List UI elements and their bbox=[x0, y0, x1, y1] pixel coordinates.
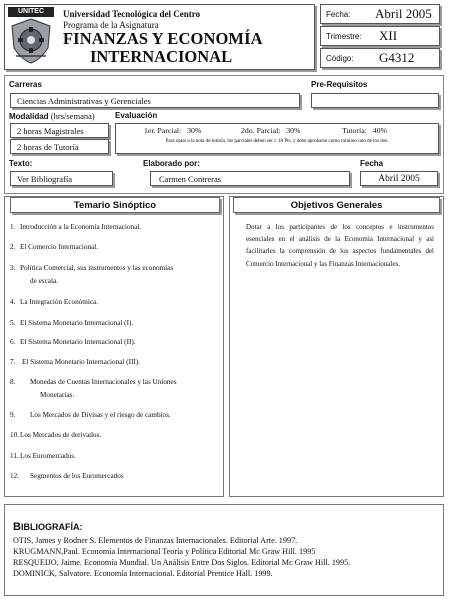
modalidad-label-text: Modalidad bbox=[9, 112, 49, 121]
bibliografia-entry: OTIS, James y Rodner S. Elementos de Finanzas Internacionales. Editorial Arte. 1997. bbox=[13, 536, 298, 545]
modalidad-unit: (hrs/semana) bbox=[50, 111, 95, 121]
temario-item-text: Introducción a la Economía Internacional. bbox=[20, 223, 142, 231]
temario-item-number: 4. bbox=[10, 298, 16, 306]
subject-title-1: FINANZAS Y ECONOMÍA bbox=[63, 29, 263, 48]
prerequisitos-field bbox=[311, 93, 439, 108]
temario-item-text: Política Comercial, sus instrumentos y las economías bbox=[20, 264, 174, 272]
bibliografia-entry: RESQUEIJO, Jaime. Economía Mundial. Un Análisis Entre Dos Siglos. Editorial Mc Graw Hill. 1995. bbox=[13, 558, 351, 567]
bibliografia-list bbox=[13, 535, 439, 579]
eval-tutoria: Tutoría: 40% bbox=[342, 126, 387, 135]
bibliografia-entry: KRUGMANN,Paul. Economía Internacional Teoría y Política Editorial Mc Graw Hill. 1995 bbox=[13, 547, 316, 556]
codigo-label: Código: bbox=[326, 54, 354, 63]
bibliografia-panel bbox=[4, 504, 444, 596]
evaluacion-box bbox=[115, 123, 439, 154]
temario-item-number: 9. bbox=[10, 411, 16, 419]
temario-item-text: El Comercio Internacional. bbox=[20, 243, 99, 251]
fecha2-label: Fecha bbox=[360, 159, 384, 168]
temario-item-number: 12. bbox=[10, 472, 19, 480]
subject-title-2: INTERNACIONAL bbox=[90, 47, 233, 66]
temario-item-text: Los Mercados de derivados. bbox=[20, 431, 102, 439]
temario-item-text-cont: de escala. bbox=[30, 277, 58, 285]
logo-emblem-icon bbox=[10, 18, 52, 64]
bibliografia-title-first: B bbox=[13, 521, 21, 533]
codigo-value: G4312 bbox=[379, 50, 415, 65]
objetivos-title: Objetivos Generales bbox=[233, 197, 440, 213]
texto-label: Texto: bbox=[9, 159, 33, 168]
trimestre-box bbox=[320, 26, 440, 46]
logo-text: UNITEC bbox=[8, 7, 54, 17]
codigo-box bbox=[320, 48, 440, 68]
temario-item-number: 7. bbox=[10, 358, 16, 366]
temario-item bbox=[10, 263, 220, 287]
temario-item-text: La Integración Económica. bbox=[20, 298, 99, 306]
temario-item-number: 3. bbox=[10, 264, 16, 272]
bibliografia-title bbox=[13, 517, 82, 535]
texto-field: Ver Bibliografía bbox=[10, 171, 113, 186]
bibliografia-entry: DOMINICK, Salvatore. Economía Internacional. Editorial Prentice Hall. 1999. bbox=[13, 569, 273, 578]
temario-item bbox=[10, 318, 220, 330]
temario-item-text: Segmentos de los Euromercados bbox=[30, 472, 124, 480]
fecha-box bbox=[320, 4, 440, 24]
temario-item-number: 1. bbox=[10, 223, 16, 231]
modalidad-field-1: 2 horas Magistrales bbox=[10, 123, 109, 138]
temario-item-text: Los Mercados de Divisas y el riesgo de cambios. bbox=[30, 411, 171, 419]
temario-item bbox=[10, 357, 220, 369]
temario-item bbox=[10, 430, 220, 442]
temario-item bbox=[10, 410, 220, 422]
header-box bbox=[4, 4, 315, 70]
eval-parcial-1: 1er. Parcial: 30% bbox=[144, 126, 202, 135]
temario-item-text: Monedas de Cuentas Internacionales y las Uniones bbox=[30, 378, 177, 386]
temario-item bbox=[10, 222, 220, 234]
fecha2-field: Abril 2005 bbox=[360, 171, 438, 186]
elaborado-field: Carmen Contreras bbox=[150, 171, 350, 186]
trimestre-value: XII bbox=[379, 28, 398, 43]
carreras-label: Carreras bbox=[9, 80, 42, 89]
temario-item-number: 6. bbox=[10, 338, 16, 346]
eval-parcial-2: 2do. Parcial: 30% bbox=[241, 126, 301, 135]
temario-item bbox=[10, 451, 220, 463]
temario-item bbox=[10, 377, 220, 401]
eval-note: Para optar a la nota de tutoría, los parciales deben ser ≥ 18 Pts. y debe aprobarse como mínimo uno de los dos. bbox=[165, 138, 389, 144]
bibliografia-title-rest: IBLIOGRAFÍA: bbox=[20, 522, 83, 532]
temario-item-number: 10. bbox=[10, 431, 19, 439]
temario-title: Temario Sinóptico bbox=[10, 197, 220, 213]
unitec-logo bbox=[8, 7, 54, 65]
temario-item-text: Los Euromercados. bbox=[20, 452, 76, 460]
prerequisitos-label: Pre-Requisitos bbox=[311, 80, 368, 89]
university-name: Universidad Tecnológica del Centro bbox=[63, 9, 201, 19]
temario-item-text: El Sistema Monetario Internacional (I). bbox=[20, 319, 134, 327]
carreras-field: Ciencias Administrativas y Gerenciales bbox=[10, 93, 300, 108]
temario-item-text: El Sistema Monetario Internacional (II). bbox=[20, 338, 136, 346]
temario-item-number: 11. bbox=[10, 452, 19, 460]
temario-list bbox=[10, 222, 220, 492]
temario-item-text-cont: Monetarias. bbox=[40, 391, 75, 399]
temario-item-text: El Sistema Monetario Internacional (III). bbox=[22, 358, 140, 366]
temario-item bbox=[10, 242, 220, 254]
fecha-label: Fecha: bbox=[326, 10, 351, 19]
evaluacion-label: Evaluación bbox=[115, 111, 158, 120]
temario-item bbox=[10, 471, 220, 483]
modalidad-field-2: 2 horas de Tutoría bbox=[10, 139, 109, 154]
modalidad-label bbox=[9, 111, 95, 121]
elaborado-label: Elaborado por: bbox=[143, 159, 200, 168]
trimestre-label: Trimestre: bbox=[326, 32, 362, 41]
fecha-value: Abril 2005 bbox=[375, 6, 432, 21]
temario-item-number: 5. bbox=[10, 319, 16, 327]
temario-item-number: 8. bbox=[10, 378, 16, 386]
objetivos-text: Dotar a los participantes de los conceptos e instrumentos esenciales en el análisis de la Economía Internacional y así facilitarles la comprensión de los aspectos fundamentales del Comercio Internacional y las Finanzas Internacionales. bbox=[246, 223, 434, 268]
program-label: Programa de la Asignatura bbox=[63, 20, 159, 30]
temario-item-number: 2. bbox=[10, 243, 16, 251]
temario-item bbox=[10, 337, 220, 349]
temario-item bbox=[10, 297, 220, 309]
